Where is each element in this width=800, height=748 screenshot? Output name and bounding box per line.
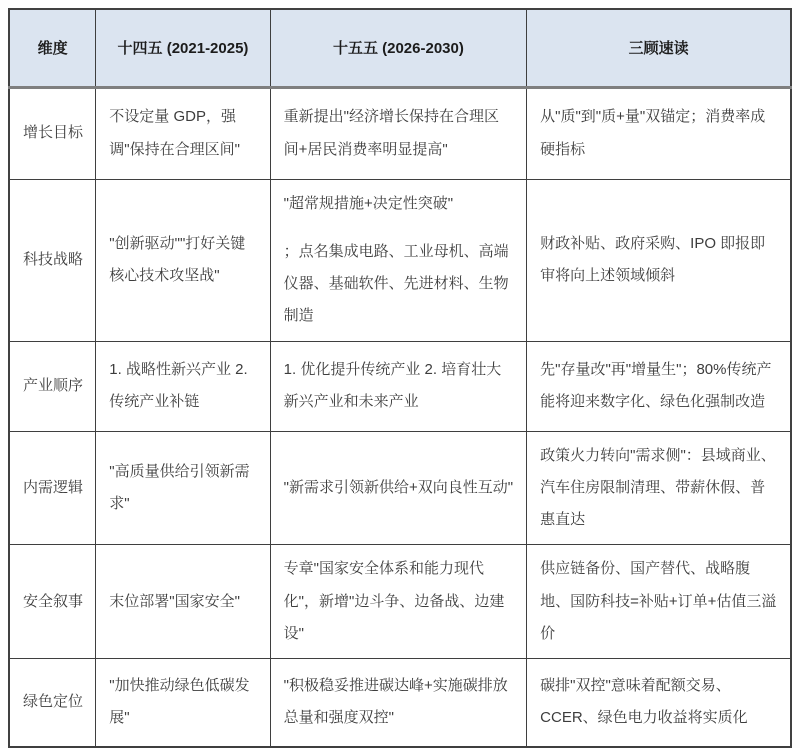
cell-paragraph: 1. 优化提升传统产业 2. 培育壮大新兴产业和未来产业 <box>283 360 502 410</box>
cell-plan15 <box>270 179 526 341</box>
cell-plan14 <box>96 431 270 545</box>
col-header-quick-read: 三顾速读 <box>527 9 791 87</box>
cell-paragraph: 供应链备份、国产替代、战略腹地、国防科技=补贴+订单+估值三溢价 <box>540 560 777 642</box>
dimension-label: 绿色定位 <box>9 659 96 747</box>
cell-paragraph: 从"质"到"质+量"双锚定；消费率成硬指标 <box>540 108 766 158</box>
cell-quick-read <box>527 341 791 431</box>
dimension-label: 内需逻辑 <box>9 431 96 545</box>
cell-paragraph: 先"存量改"再"增量生"；80%传统产能将迎来数字化、绿色化强制改造 <box>540 360 772 410</box>
cell-paragraph: "创新驱动""打好关键核心技术攻坚战" <box>109 234 246 284</box>
cell-paragraph: "新需求引领新供给+双向良性互动" <box>283 478 514 496</box>
cell-plan14 <box>96 341 270 431</box>
table-row-security-narrative <box>9 545 791 659</box>
cell-paragraph: 不设定量 GDP，强调"保持在合理区间" <box>109 108 240 158</box>
col-header-plan14: 十四五 (2021-2025) <box>96 9 270 87</box>
table-row-green-positioning <box>9 659 791 747</box>
col-header-plan15: 十五五 (2026-2030) <box>270 9 526 87</box>
cell-paragraph: 财政补贴、政府采购、IPO 即报即审将向上述领域倾斜 <box>540 234 766 284</box>
cell-paragraph: 1. 战略性新兴产业 2. 传统产业补链 <box>109 360 248 410</box>
dimension-label: 产业顺序 <box>9 341 96 431</box>
cell-paragraph: 碳排"双控"意味着配额交易、CCER、绿色电力收益将实质化 <box>540 677 748 727</box>
cell-paragraph: 重新提出"经济增长保持在合理区间+居民消费率明显提高" <box>283 108 499 158</box>
cell-paragraph: "高质量供给引领新需求" <box>109 462 250 512</box>
cell-plan15 <box>270 431 526 545</box>
cell-plan14 <box>96 659 270 747</box>
cell-paragraph: ；点名集成电路、工业母机、高端仪器、基础软件、先进材料、生物制造 <box>283 242 509 325</box>
dimension-label: 增长目标 <box>9 87 96 179</box>
table-row-domestic-demand <box>9 431 791 545</box>
table-row-industry-order <box>9 341 791 431</box>
cell-paragraph: "超常规措施+决定性突破" <box>283 194 454 212</box>
cell-quick-read <box>527 179 791 341</box>
cell-plan14 <box>96 87 270 179</box>
cell-plan15 <box>270 341 526 431</box>
plan-comparison-table <box>8 8 792 748</box>
cell-plan15 <box>270 659 526 747</box>
cell-quick-read <box>527 431 791 545</box>
cell-plan15 <box>270 545 526 659</box>
cell-paragraph: "加快推动绿色低碳发展" <box>109 677 250 727</box>
cell-plan15 <box>270 87 526 179</box>
cell-paragraph: 末位部署"国家安全" <box>109 592 240 610</box>
table-row-tech-strategy <box>9 179 791 341</box>
header-row <box>9 9 791 87</box>
cell-quick-read <box>527 659 791 747</box>
col-header-dimension: 维度 <box>9 9 96 87</box>
dimension-label: 安全叙事 <box>9 545 96 659</box>
cell-quick-read <box>527 87 791 179</box>
table-row-growth-target <box>9 87 791 179</box>
cell-paragraph: "积极稳妥推进碳达峰+实施碳排放总量和强度双控" <box>283 677 508 727</box>
cell-plan14 <box>96 179 270 341</box>
dimension-label: 科技战略 <box>9 179 96 341</box>
cell-paragraph: 专章"国家安全体系和能力现代化"，新增"边斗争、边备战、边建设" <box>283 560 505 642</box>
cell-paragraph: 政策火力转向"需求侧"：县域商业、汽车住房限制清理、带薪休假、普惠直达 <box>540 446 776 528</box>
cell-plan14 <box>96 545 270 659</box>
cell-quick-read <box>527 545 791 659</box>
